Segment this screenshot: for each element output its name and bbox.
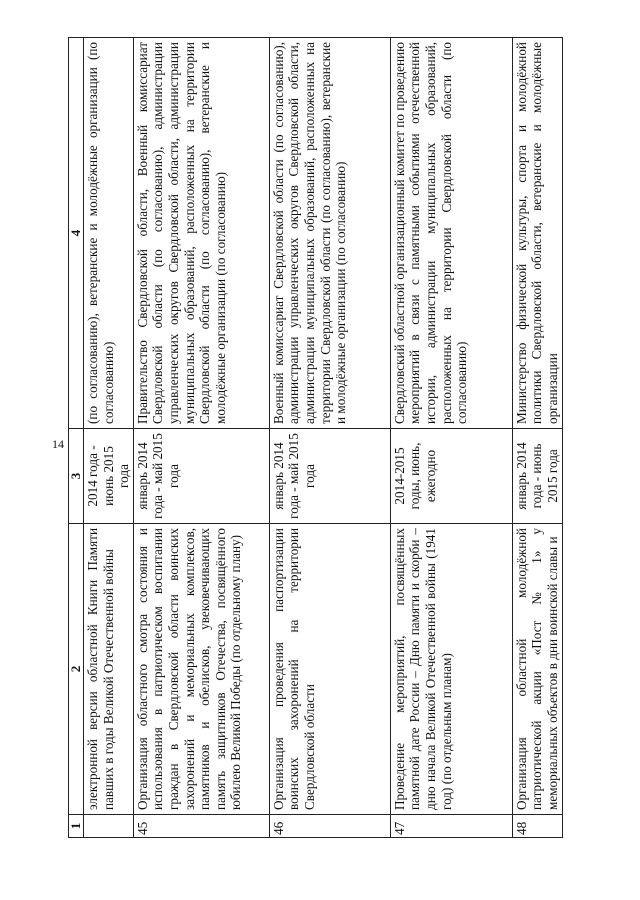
executors-cell: Военный комиссариат Свердловской области (по согласованию), администрации управленческих округов Свердловской области, администрации муниципальных образований, расположенных на территории Свердловской области (по согласованию), ветеранские и молодёжные организации (по согласованию) bbox=[269, 38, 390, 429]
header-col-3: 3 bbox=[69, 429, 84, 524]
rotated-page bbox=[68, 38, 560, 838]
table-row bbox=[84, 38, 134, 838]
date-cell: январь 2014 года - май 2015 года bbox=[133, 429, 269, 524]
executors-cell: Правительство Свердловской области, Военный комиссариат Свердловской области (по согласованию), администрации управленческих округов Свердловской области, администрации муниципальных образований, расположенных на территории Свердловской области (по согласованию), ветеранские и молодёжные организации (по согласованию) bbox=[133, 38, 269, 429]
executors-cell: Министерство физической культуры, спорта и молодёжной политики Свердловской области, ветеранские и молодёжные организации bbox=[512, 38, 562, 429]
date-cell: январь 2014 года - май 2015 года bbox=[269, 429, 390, 524]
header-col-4: 4 bbox=[69, 38, 84, 429]
event-cell: электронной версии областной Книги Памяти павших в годы Великой Отечественной войны bbox=[84, 524, 134, 815]
executors-cell: Свердловский областной организационный комитет по проведению мероприятий в связи с памятными событиями отечественной истории, администрации муниципальных образований, расположенных на территории Свердловской области (по согласованию) bbox=[390, 38, 512, 429]
executors-cell: (по согласованию), ветеранские и молодёжные организации (по согласованию) bbox=[84, 38, 134, 429]
header-col-2: 2 bbox=[69, 524, 84, 815]
event-cell: Проведение мероприятий, посвящённых памятной дате России – Дню памяти и скорби – дню начала Великой Отечественной войны (1941 год) (по отдельным планам) bbox=[390, 524, 512, 815]
row-number: 48 bbox=[512, 815, 562, 838]
row-number: 46 bbox=[269, 815, 390, 838]
event-cell: Организация областного смотра состояния и использования в патриотическом воспитании граждан в Свердловской области воинских захоронений и мемориальных комплексов, памятников и обелисков, увековечивающих память защитников Отечества, посвящённого юбилею Великой Победы (по отдельному плану) bbox=[133, 524, 269, 815]
event-cell: Организация областной молодёжной патриотической акции «Пост № 1» у мемориальных объектов в дни воинской славы и bbox=[512, 524, 562, 815]
event-cell: Организация проведения паспортизации воинских захоронений на территории Свердловской области bbox=[269, 524, 390, 815]
table-row bbox=[390, 38, 512, 838]
page-number: 14 bbox=[52, 437, 64, 451]
table-row bbox=[269, 38, 390, 838]
row-number: 47 bbox=[390, 815, 512, 838]
date-cell: январь 2014 года - июнь 2015 года bbox=[512, 429, 562, 524]
table-row bbox=[133, 38, 269, 838]
table-row bbox=[512, 38, 562, 838]
row-number: 45 bbox=[133, 815, 269, 838]
events-table bbox=[68, 37, 563, 838]
header-col-1: 1 bbox=[69, 815, 84, 838]
date-cell: 2014-2015 годы, июнь, ежегодно bbox=[390, 429, 512, 524]
row-number bbox=[84, 815, 134, 838]
date-cell: 2014 года - июнь 2015 года bbox=[84, 429, 134, 524]
header-row bbox=[69, 38, 84, 838]
